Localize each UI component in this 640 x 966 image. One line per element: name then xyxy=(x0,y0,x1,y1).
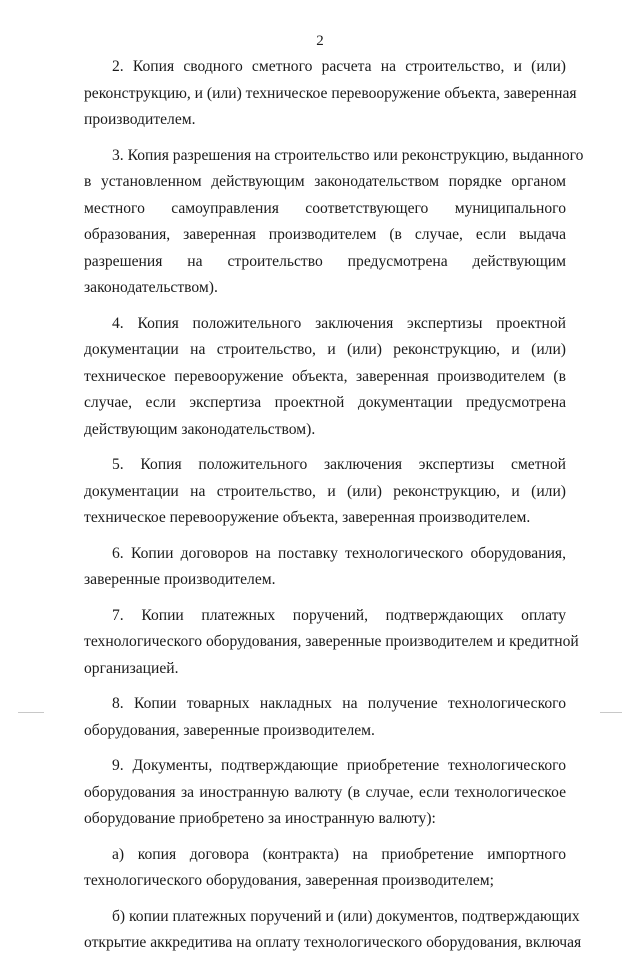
paragraph xyxy=(84,143,584,302)
paragraph xyxy=(84,452,566,532)
paragraph xyxy=(84,541,566,594)
paragraph xyxy=(84,691,566,744)
paragraph-line: открытие аккредитива на оплату технологического оборудования, включая xyxy=(84,934,582,951)
document-body xyxy=(84,54,584,966)
paragraph-line: документации на строительство, и (или) реконструкцию, и (или) xyxy=(84,341,566,358)
paragraph-line: 9. Документы, подтверждающие приобретение технологического xyxy=(112,757,566,774)
paragraph xyxy=(84,842,566,895)
paragraph-line: реконструкцию, и (или) техническое перевооружение объекта, заверенная xyxy=(84,84,577,102)
paragraph-line: оборудования, заверенные производителем. xyxy=(84,721,375,739)
paragraph-line: действующим законодательством). xyxy=(84,420,316,438)
paragraph-line: образования, заверенная производителем (в случае, если выдача xyxy=(84,226,566,243)
paragraph-line: 8. Копии товарных накладных на получение технологического xyxy=(112,695,566,712)
paragraph xyxy=(84,311,566,444)
scan-artifact-right xyxy=(600,712,622,713)
paragraph xyxy=(84,904,582,957)
paragraph-line: разрешения на строительство предусмотрена действующим xyxy=(84,252,566,270)
paragraph-line: случае, если экспертиза проектной документации предусмотрена xyxy=(84,394,566,411)
page-number: 2 xyxy=(316,33,324,49)
paragraph-line: а) копия договора (контракта) на приобретение импортного xyxy=(112,845,566,863)
paragraph-line: законодательством). xyxy=(84,279,218,296)
paragraph-line: 6. Копии договоров на поставку технологического оборудования, xyxy=(112,544,566,562)
paragraph-line: оборудование приобретено за иностранную валюту): xyxy=(84,810,436,827)
paragraph-line: 5. Копия положительного заключения экспертизы сметной xyxy=(112,456,566,473)
paragraph xyxy=(84,603,579,683)
paragraph-line: б) копии платежных поручений и (или) документов, подтверждающих xyxy=(112,907,580,925)
paragraph-line: техническое перевооружение объекта, заверенная производителем. xyxy=(84,509,531,526)
paragraph-line: 4. Копия положительного заключения экспертизы проектной xyxy=(112,314,566,332)
paragraph-line: 7. Копии платежных поручений, подтверждающих оплату xyxy=(112,606,566,624)
paragraph-line: заверенные производителем. xyxy=(84,571,276,588)
paragraph-line: в установленном действующим законодательством порядке органом xyxy=(84,173,566,190)
paragraph-line: оборудования за иностранную валюту (в случае, если технологическое xyxy=(84,783,566,801)
paragraph-line: техническое перевооружение объекта, заверенная производителем (в xyxy=(84,367,566,385)
paragraph-line: организацией. xyxy=(84,659,179,677)
paragraph-line: документации на строительство, и (или) реконструкцию, и (или) xyxy=(84,482,566,500)
paragraph-line: технологического оборудования, заверенная производителем; xyxy=(84,872,494,889)
paragraph xyxy=(84,753,566,833)
paragraph-line: 3. Копия разрешения на строительство или реконструкцию, выданного xyxy=(112,146,584,164)
paragraph-line: производителем. xyxy=(84,111,196,128)
paragraph-line: местного самоуправления соответствующего муниципального xyxy=(84,199,566,217)
paragraph xyxy=(84,54,577,134)
paragraph-line: 2. Копия сводного сметного расчета на строительство, и (или) xyxy=(112,58,566,75)
scan-artifact-left xyxy=(18,712,44,713)
paragraph-line: технологического оборудования, заверенные производителем и кредитной xyxy=(84,633,579,650)
